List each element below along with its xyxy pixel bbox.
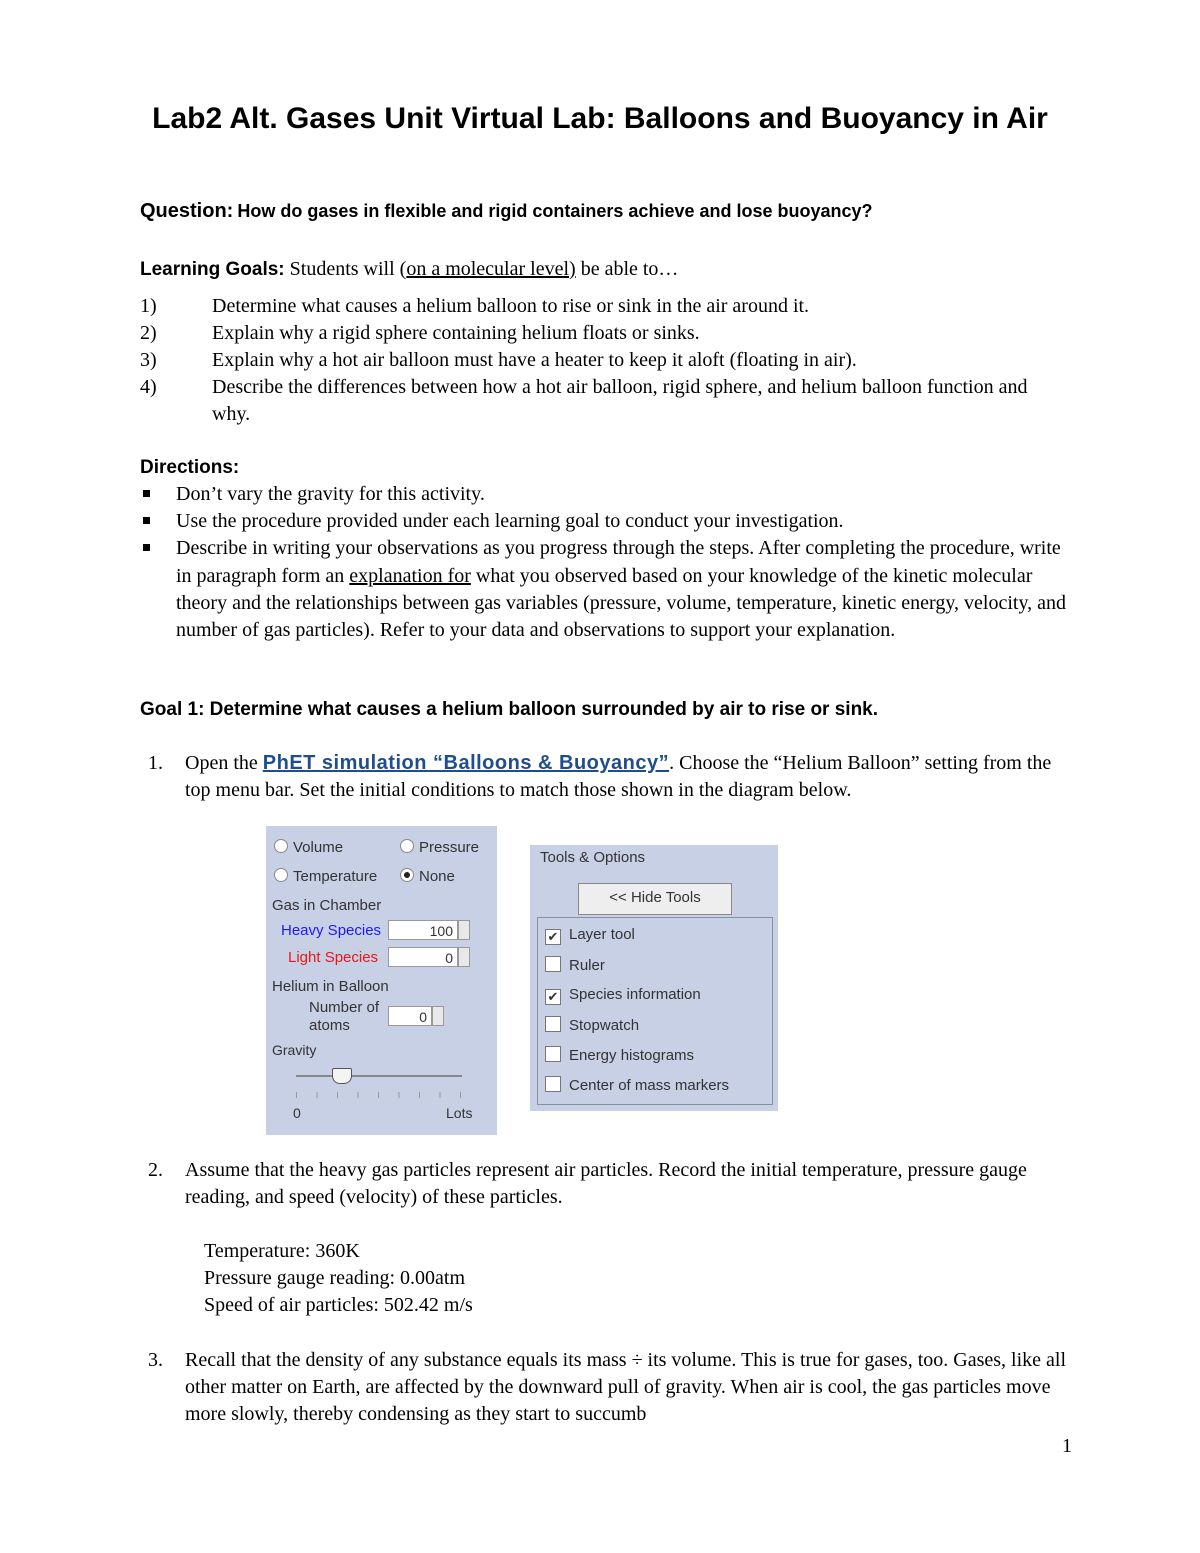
checkbox-checked-icon: ✔	[545, 929, 561, 945]
bullet-icon	[143, 544, 150, 551]
radio-icon	[400, 839, 414, 853]
tools-options-panel	[530, 845, 778, 1111]
learning-goals-label: Learning Goals:	[140, 259, 285, 280]
tools-options-title: Tools & Options	[540, 849, 646, 866]
pressure-radio[interactable]: Pressure	[400, 839, 479, 856]
step-2: 2. Assume that the heavy gas particles represent air particles. Record the initial temperature, pressure gauge reading, and speed (velocity) of these particles.	[148, 1159, 1027, 1208]
ruler-checkbox[interactable]: Ruler	[545, 956, 605, 974]
light-species-stepper[interactable]	[458, 947, 470, 967]
list-item: Use the procedure provided under each learning goal to conduct your investigation.	[140, 508, 1080, 535]
directions-label: Directions:	[140, 457, 240, 478]
species-information-checkbox[interactable]: ✔ Species information	[545, 986, 701, 1005]
question-label: Question:	[140, 200, 234, 222]
stopwatch-checkbox[interactable]: Stopwatch	[545, 1016, 639, 1034]
atoms-stepper[interactable]	[432, 1006, 444, 1026]
list-item: 2) Explain why a rigid sphere containing helium floats or sinks.	[140, 322, 700, 344]
layer-tool-checkbox[interactable]: ✔ Layer tool	[545, 926, 635, 945]
list-item: Describe in writing your observations as you progress through the steps. After completing the procedure, write in paragraph form an explanation for what you observed based on your knowledge of the kinetic molecular theory and the relationships between gas variables (pressure, volume, temperature, kinetic energy, velocity, and number of gas particles). Refer to your data and observations to support your explanation.	[140, 535, 1080, 644]
bullet-icon	[143, 517, 150, 524]
learning-goals-intro-post: be able to…	[575, 258, 679, 280]
volume-radio[interactable]: Volume	[274, 839, 343, 856]
gravity-min-label: 0	[293, 1105, 301, 1121]
checkbox-icon	[545, 956, 561, 972]
list-item: Don’t vary the gravity for this activity.	[140, 481, 1080, 508]
heavy-species-label: Heavy Species	[281, 922, 382, 939]
goal1-heading: Goal 1: Determine what causes a helium balloon surrounded by air to rise or sink.	[140, 699, 879, 720]
temperature-reading: Temperature: 360K	[204, 1240, 360, 1262]
gravity-slider-thumb[interactable]	[332, 1068, 352, 1084]
question-text: How do gases in flexible and rigid containers achieve and lose buoyancy?	[237, 201, 873, 221]
bullet-icon	[143, 490, 150, 497]
learning-goals-intro-pre: Students will (	[289, 258, 407, 280]
learning-goals-list	[140, 293, 1070, 428]
checkbox-icon	[545, 1016, 561, 1032]
heavy-species-stepper[interactable]	[458, 920, 470, 940]
none-radio[interactable]: None	[400, 868, 455, 885]
tools-options-list	[537, 917, 773, 1105]
sim-control-panel	[266, 826, 497, 1135]
recorded-values	[204, 1238, 473, 1319]
center-of-mass-checkbox[interactable]: Center of mass markers	[545, 1076, 729, 1094]
checkbox-checked-icon: ✔	[545, 989, 561, 1005]
helium-in-balloon-label: Helium in Balloon	[272, 978, 389, 995]
radio-icon	[274, 839, 288, 853]
list-item: 1) Determine what causes a helium balloon to rise or sink in the air around it.	[140, 295, 810, 317]
learning-goals-intro-underlined: on a molecular level)	[406, 258, 576, 280]
speed-reading: Speed of air particles: 502.42 m/s	[204, 1294, 473, 1316]
number-of-atoms-label: Number of atoms	[309, 999, 380, 1034]
light-species-input[interactable]: 0	[388, 947, 458, 967]
gravity-max-label: Lots	[446, 1105, 473, 1121]
step-1: 1. Open the PhET simulation “Balloons & Buoyancy”. Choose the “Helium Balloon” setting from the top menu bar. Set the initial conditions to match those shown in the diagram below.	[148, 752, 1052, 801]
heavy-species-input[interactable]: 100	[388, 920, 458, 940]
radio-selected-icon	[400, 868, 414, 882]
gravity-ticks	[296, 1092, 462, 1098]
hide-tools-button[interactable]: << Hide Tools	[578, 883, 732, 915]
question-line	[140, 200, 1080, 223]
phet-simulation-link[interactable]: PhET simulation “Balloons & Buoyancy”	[262, 752, 670, 774]
energy-histograms-checkbox[interactable]: Energy histograms	[545, 1046, 694, 1064]
list-item: 3) Explain why a hot air balloon must have a heater to keep it aloft (floating in air).	[140, 349, 857, 371]
page-number: 1	[1062, 1435, 1072, 1457]
page-title: Lab2 Alt. Gases Unit Virtual Lab: Balloons and Buoyancy in Air	[152, 102, 1048, 135]
checkbox-icon	[545, 1046, 561, 1062]
temperature-radio[interactable]: Temperature	[274, 868, 377, 885]
learning-goals-intro	[140, 256, 1080, 283]
step-3: 3. Recall that the density of any substance equals its mass ÷ its volume. This is true for gases, too. Gases, like all other matter on Earth, are affected by the downward pull of gravity. When air is cool, the gas particles move more slowly, thereby condensing as they start to succumb	[148, 1349, 1066, 1425]
light-species-label: Light Species	[288, 949, 379, 966]
gravity-slider-track[interactable]	[296, 1075, 462, 1077]
atoms-input[interactable]: 0	[388, 1006, 432, 1026]
checkbox-icon	[545, 1076, 561, 1092]
directions-list	[140, 481, 1080, 644]
radio-icon	[274, 868, 288, 882]
gas-in-chamber-label: Gas in Chamber	[272, 897, 382, 914]
gravity-label: Gravity	[272, 1042, 317, 1058]
list-item: 4) Describe the differences between how a hot air balloon, rigid sphere, and helium balloon function and why.	[140, 376, 1028, 425]
pressure-reading: Pressure gauge reading: 0.00atm	[204, 1267, 466, 1289]
